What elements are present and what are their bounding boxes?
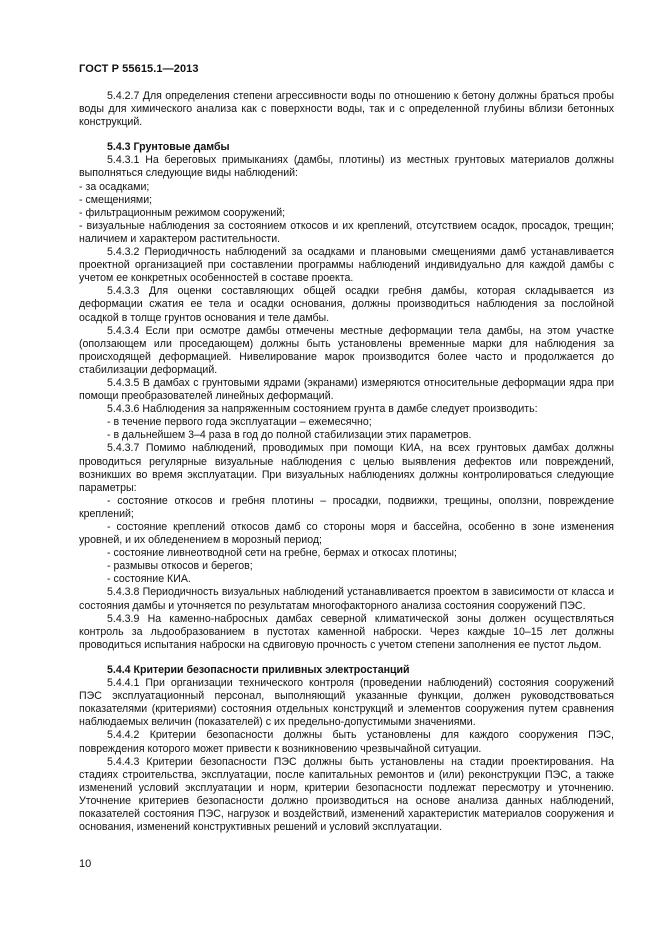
section-heading: 5.4.3 Грунтовые дамбы (107, 141, 230, 154)
paragraph: 5.4.3.8 Периодичность визуальных наблюдений устанавливается проектом в зависимости от класса и состояния дамбы и уточняется по результатам многофакторного анализа состояния сооружений ПЭС. (79, 586, 614, 612)
paragraph: - состояние КИА. (107, 573, 191, 586)
page-number: 10 (79, 858, 92, 870)
document-header: ГОСТ Р 55615.1—2013 (79, 63, 199, 75)
paragraph: 5.4.3.7 Помимо наблюдений, проводимых при помощи КИА, на всех грунтовых дамбах должны проводиться регулярные визуальные наблюдения с целью выявления дефектов или повреждений, возникших во время эксплуатации. При визуальных наблюдениях должны контролироваться следующие параметры: (79, 442, 614, 494)
paragraph: 5.4.3.9 На каменно-набросных дамбах северной климатической зоны должен осуществляться контроль за льдообразованием в пустотах каменной наброски. Через каждые 10–15 лет должны проводиться испытания наброски на сдвиговую прочность с учетом степени заполнения ее пустот льдом. (79, 612, 614, 651)
paragraph: 5.4.3.5 В дамбах с грунтовыми ядрами (экранами) измеряются относительные деформации ядра при помощи преобразователей линейных деформаций. (79, 376, 614, 403)
section-gap (79, 652, 614, 664)
paragraph: - смещениями; (79, 193, 153, 206)
paragraph: - состояние откосов и гребня плотины – просадки, подвижки, трещины, оползни, повреждение креплений; (79, 494, 614, 520)
paragraph: 5.4.4.3 Критерии безопасности ПЭС должны быть установлены на стадии проектирования. На стадиях строительства, эксплуатации, после капитальных ремонтов и (или) реконструкции ПЭС, а также изменений условий эксплуатации и норм, критерии безопасности подлежат пересмотру и уточнению. Уточнение критериев безопасности должно производиться на основе анализа данных наблюдений, показателей состояния ПЭС, нагрузок и воздействий, изменений характеристик материалов сооружения и основания, изменений конструктивных решений и условий эксплуатации. (79, 755, 614, 834)
paragraph: 5.4.3.1 На береговых примыканиях (дамбы, плотины) из местных грунтовых материалов должны выполняться следующие виды наблюдений: (79, 154, 614, 180)
paragraph: 5.4.3.2 Периодичность наблюдений за осадками и плановыми смещениями дамб устанавливается проектной организацией при составлении программы наблюдений индивидуально для каждой дамбы с учетом ее конкретных особенностей в составе проекта. (79, 246, 614, 285)
paragraph: 5.4.3.3 Для оценки составляющих общей осадки гребня дамбы, которая складывается из деформации сжатия ее тела и осадки основания, должны производиться наблюдения за послойной осадкой в толще грунтов основания и теле дамбы. (79, 285, 614, 324)
paragraph: 5.4.4.1 При организации технического контроля (проведении наблюдений) состояния сооружений ПЭС эксплуатационный персонал, выполняющий указанные функции, должен руководствоваться показателями (критериями) состояния отдельных конструкций и элементов сооружения путем сравнения наблюдаемых величин (показателей) с их предельно-допустимыми значениями. (79, 677, 614, 729)
section-gap (79, 129, 614, 141)
paragraph: 5.4.3.4 Если при осмотре дамбы отмечены местные деформации тела дамбы, на этом участке (оползающем или проседающем) должны быть установлены временные марки для наблюдения за происходящей деформацией. Нивелирование марок производится более часто и продолжается до стабилизации деформаций. (79, 324, 614, 376)
paragraph: - фильтрационным режимом сооружений; (79, 206, 286, 219)
document-body (79, 90, 614, 834)
paragraph: - состояние креплений откосов дамб со стороны моря и бассейна, особенно в зоне изменения уровней, и их обледенением в морозный период; (79, 521, 614, 547)
paragraph: - в дальнейшем 3–4 раза в год до полной стабилизации этих параметров. (107, 429, 472, 442)
paragraph: - состояние ливнеотводной сети на гребне, бермах и откосах плотины; (107, 547, 457, 560)
paragraph: - в течение первого года эксплуатации – ежемесячно; (107, 416, 372, 429)
paragraph: - размывы откосов и берегов; (107, 560, 253, 573)
paragraph: - визуальные наблюдения за состоянием откосов и их креплений, отсутствием осадок, просадок, трещин; наличием и характером растительности. (79, 219, 614, 245)
paragraph: - за осадками; (79, 180, 150, 193)
section-heading: 5.4.4 Критерии безопасности приливных электростанций (107, 663, 410, 676)
paragraph: 5.4.4.2 Критерии безопасности должны быть установлены для каждого сооружения ПЭС, повреждения которого может привести к возникновению чрезвычайной ситуации. (79, 729, 614, 755)
paragraph: 5.4.2.7 Для определения степени агрессивности воды по отношению к бетону должны браться пробы воды для химического анализа как с поверхности воды, так и с определенной глубины вблизи бетонных конструкций. (79, 90, 614, 129)
paragraph: 5.4.3.6 Наблюдения за напряженным состоянием грунта в дамбе следует производить: (107, 403, 538, 416)
